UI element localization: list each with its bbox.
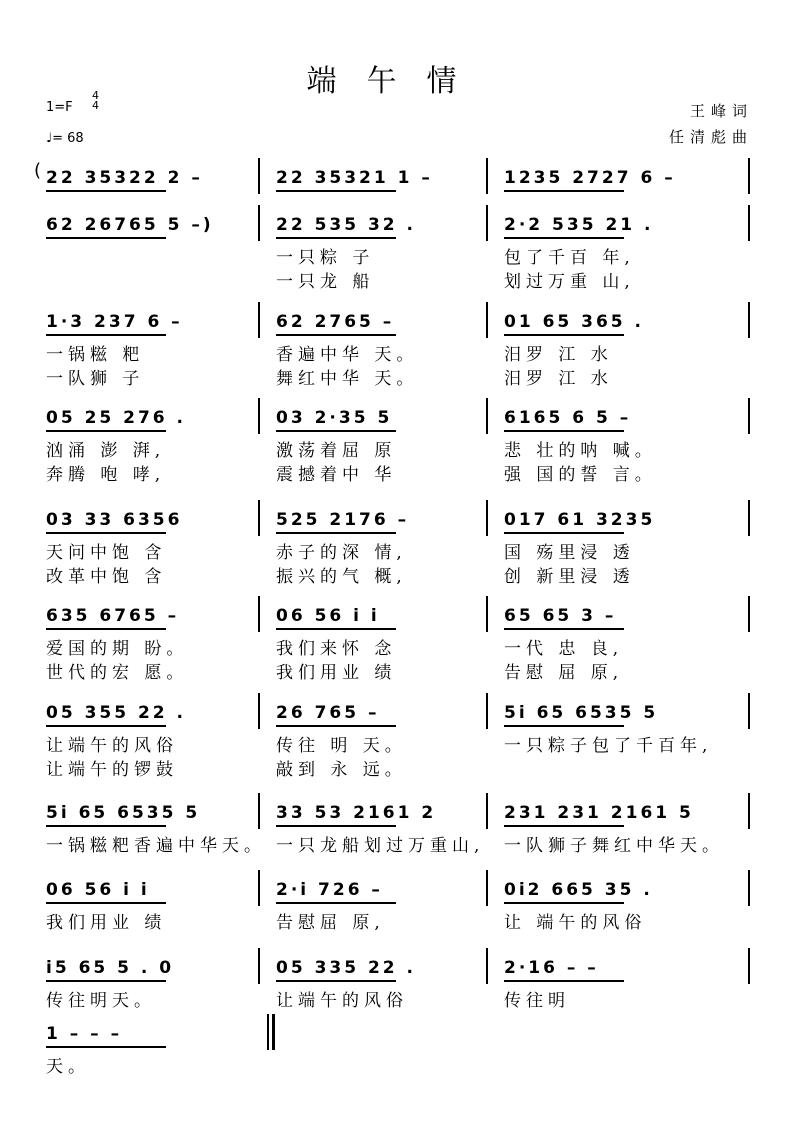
score-line — [0, 693, 793, 803]
measure — [276, 500, 484, 590]
measure — [46, 693, 242, 783]
lyric-verse-1: 汹涌 澎 湃, — [46, 441, 166, 461]
measure-notes: 5i 65 6535 5 — [504, 703, 659, 723]
measure-notes: 525 2176 – — [276, 510, 410, 530]
measure-notes: 05 335 22 . — [276, 958, 417, 978]
beam-underline — [46, 237, 166, 239]
beam-underline — [276, 430, 396, 432]
beam-underline — [504, 628, 624, 630]
score-line — [0, 398, 793, 508]
barline — [486, 398, 488, 434]
beam-underline — [46, 430, 166, 432]
measure-notes: 33 53 2161 2 — [276, 803, 437, 823]
lyric-verse-1: 我们用业 绩 — [46, 913, 167, 933]
barline — [748, 500, 750, 536]
measure — [504, 398, 742, 488]
lyric-verse-1: 我们来怀 念 — [276, 639, 397, 659]
barline — [748, 693, 750, 729]
measure-notes: 06 56 i i — [276, 606, 380, 626]
beam-underline — [46, 725, 166, 727]
beam-underline — [504, 725, 624, 727]
barline — [486, 596, 488, 632]
lyric-verse-2: 一只龙 船 — [276, 272, 375, 292]
lyric-verse-2: 振兴的气 概, — [276, 567, 407, 587]
measure — [276, 302, 484, 392]
time-sig-top: 4 — [92, 89, 99, 102]
barline — [486, 302, 488, 338]
composer-credit: 任清彪曲 — [668, 128, 753, 146]
score-line — [0, 302, 793, 412]
score-line — [0, 500, 793, 610]
measure-notes: 22 535 32 . — [276, 215, 417, 235]
lyric-verse-2: 舞红中华 天。 — [276, 369, 419, 389]
measure — [46, 205, 242, 295]
measure — [46, 302, 242, 392]
time-sig-bottom: 4 — [92, 99, 99, 112]
beam-underline — [504, 237, 624, 239]
measure-notes: 635 6765 – — [46, 606, 180, 626]
barline — [258, 793, 260, 829]
beam-underline — [276, 334, 396, 336]
final-barline — [272, 1014, 275, 1050]
beam-underline — [276, 902, 396, 904]
barline — [748, 793, 750, 829]
lyric-verse-1: 天问中饱 含 — [46, 543, 167, 563]
measure — [504, 870, 742, 960]
measure-notes: 03 33 6356 — [46, 510, 183, 530]
measure-notes: 2·i 726 – — [276, 880, 383, 900]
score-line — [0, 205, 793, 315]
lyric-verse-1: 一代 忠 良, — [504, 639, 624, 659]
measure-notes: i5 65 5 . 0 — [46, 958, 175, 978]
barline — [748, 158, 750, 194]
lyric-verse-2: 世代的宏 愿。 — [46, 663, 189, 683]
measure — [46, 1014, 250, 1104]
measure — [504, 500, 742, 590]
lyric-verse-1: 爱国的期 盼。 — [46, 639, 189, 659]
lyric-verse-1: 赤子的深 情, — [276, 543, 407, 563]
lyric-verse-1: 一只粽子包了千百年, — [504, 736, 713, 756]
barline — [258, 500, 260, 536]
lyric-verse-1: 一锅糍粑香遍中华天。 — [46, 836, 266, 856]
measure — [46, 398, 242, 488]
barline — [748, 205, 750, 241]
lyric-verse-2: 我们用业 绩 — [276, 663, 397, 683]
measure-notes: 2·2 535 21 . — [504, 215, 654, 235]
beam-underline — [46, 334, 166, 336]
lyric-verse-2: 划过万重 山, — [504, 272, 635, 292]
measure-notes: 06 56 i i — [46, 880, 150, 900]
beam-underline — [504, 430, 624, 432]
measure-notes: 62 26765 5 –) — [46, 215, 214, 235]
lyric-verse-2: 奔腾 咆 哮, — [46, 465, 166, 485]
barline — [486, 205, 488, 241]
tempo-marking: ♩= 68 — [46, 131, 84, 146]
measure-notes: 22 35322 2 – — [46, 168, 203, 188]
score-line — [0, 1014, 793, 1124]
measure-notes: 1 – – – — [46, 1024, 123, 1044]
lyric-verse-2: 一队狮 子 — [46, 369, 145, 389]
lyric-verse-2: 改革中饱 含 — [46, 567, 167, 587]
lyric-verse-1: 让端午的风俗 — [46, 736, 178, 756]
barline — [258, 158, 260, 194]
measure-notes: 62 2765 – — [276, 312, 395, 332]
barline — [258, 693, 260, 729]
lyric-verse-1: 悲 壮的呐 喊。 — [504, 441, 657, 461]
lyric-verse-2: 创 新里浸 透 — [504, 567, 635, 587]
barline — [486, 158, 488, 194]
beam-underline — [46, 1046, 166, 1048]
barline — [748, 870, 750, 906]
measure — [504, 302, 742, 392]
lyric-verse-2: 告慰 屈 原, — [504, 663, 624, 683]
barline — [486, 793, 488, 829]
barline — [258, 596, 260, 632]
lyric-verse-1: 国 殇里浸 透 — [504, 543, 635, 563]
beam-underline — [46, 980, 166, 982]
barline — [486, 500, 488, 536]
beam-underline — [276, 725, 396, 727]
lyric-verse-2: 汨罗 江 水 — [504, 369, 613, 389]
lyric-verse-1: 一锅糍 粑 — [46, 345, 145, 365]
measure-notes: 22 35321 1 – — [276, 168, 433, 188]
measure-notes: 05 355 22 . — [46, 703, 187, 723]
measure — [276, 870, 484, 960]
measure-notes: 5i 65 6535 5 — [46, 803, 201, 823]
lyric-verse-1: 香遍中华 天。 — [276, 345, 419, 365]
barline — [258, 398, 260, 434]
measure — [46, 870, 242, 960]
measure — [276, 596, 484, 686]
barline — [486, 693, 488, 729]
beam-underline — [504, 532, 624, 534]
barline — [748, 302, 750, 338]
beam-underline — [504, 190, 624, 192]
lyric-verse-1: 让端午的风俗 — [276, 991, 408, 1011]
measure-notes: 65 65 3 – — [504, 606, 617, 626]
measure-notes: 05 25 276 . — [46, 408, 187, 428]
measure-notes: 1235 2727 6 – — [504, 168, 676, 188]
beam-underline — [46, 825, 166, 827]
lyric-verse-1: 天。 — [46, 1057, 90, 1077]
lyricist-credit: 王峰词 — [689, 102, 753, 120]
measure-notes: 01 65 365 . — [504, 312, 645, 332]
lyric-verse-2: 让端午的锣鼓 — [46, 760, 178, 780]
barline — [258, 870, 260, 906]
measure-notes: 03 2·35 5 — [276, 408, 393, 428]
lyric-verse-1: 让 端午的风俗 — [504, 913, 647, 933]
measure — [504, 693, 742, 783]
barline — [486, 870, 488, 906]
lyric-verse-2: 强 国的誓 言。 — [504, 465, 657, 485]
measure — [46, 596, 242, 686]
beam-underline — [504, 334, 624, 336]
barline — [486, 948, 488, 984]
measure-notes: 2·16 – – — [504, 958, 599, 978]
measure — [46, 500, 242, 590]
barline — [258, 948, 260, 984]
lyric-verse-1: 传往明 — [504, 991, 570, 1011]
beam-underline — [504, 980, 624, 982]
measure — [276, 205, 484, 295]
lyric-verse-1: 告慰屈 原, — [276, 913, 385, 933]
beam-underline — [504, 825, 624, 827]
measure-notes: 231 231 2161 5 — [504, 803, 694, 823]
beam-underline — [276, 190, 396, 192]
measure — [276, 693, 484, 783]
measure-notes: 017 61 3235 — [504, 510, 656, 530]
measure-notes: 6165 6 5 – — [504, 408, 632, 428]
beam-underline — [46, 628, 166, 630]
lyric-verse-1: 传往明天。 — [46, 991, 156, 1011]
lyric-verse-1: 传往 明 天。 — [276, 736, 407, 756]
beam-underline — [46, 902, 166, 904]
beam-underline — [276, 825, 396, 827]
barline — [267, 1014, 269, 1050]
beam-underline — [276, 980, 396, 982]
lyric-verse-1: 汨罗 江 水 — [504, 345, 613, 365]
lyric-verse-2: 敲到 永 远。 — [276, 760, 407, 780]
lyric-verse-1: 一队狮子舞红中华天。 — [504, 836, 724, 856]
barline — [748, 398, 750, 434]
lyric-verse-1: 激荡着屈 原 — [276, 441, 397, 461]
lyric-verse-1: 一只粽 子 — [276, 248, 375, 268]
measure — [504, 596, 742, 686]
lyric-verse-1: 一只龙船划过万重山, — [276, 836, 485, 856]
measure-notes: 26 765 – — [276, 703, 380, 723]
lyric-verse-2: 震撼着中 华 — [276, 465, 397, 485]
key-signature: 1=F — [46, 100, 73, 115]
song-title: 端午情 — [306, 64, 487, 99]
measure-notes: 0i2 665 35 . — [504, 880, 653, 900]
beam-underline — [504, 902, 624, 904]
score-line — [0, 596, 793, 706]
lyric-verse-1: 包了千百 年, — [504, 248, 635, 268]
barline — [258, 205, 260, 241]
measure-notes: 1·3 237 6 – — [46, 312, 183, 332]
beam-underline — [276, 532, 396, 534]
measure — [504, 205, 742, 295]
measure — [276, 398, 484, 488]
barline — [258, 302, 260, 338]
beam-underline — [276, 237, 396, 239]
barline — [748, 596, 750, 632]
beam-underline — [46, 190, 166, 192]
beam-underline — [276, 628, 396, 630]
beam-underline — [46, 532, 166, 534]
repeat-paren: ( — [34, 160, 42, 181]
time-signature — [92, 91, 99, 111]
barline — [748, 948, 750, 984]
